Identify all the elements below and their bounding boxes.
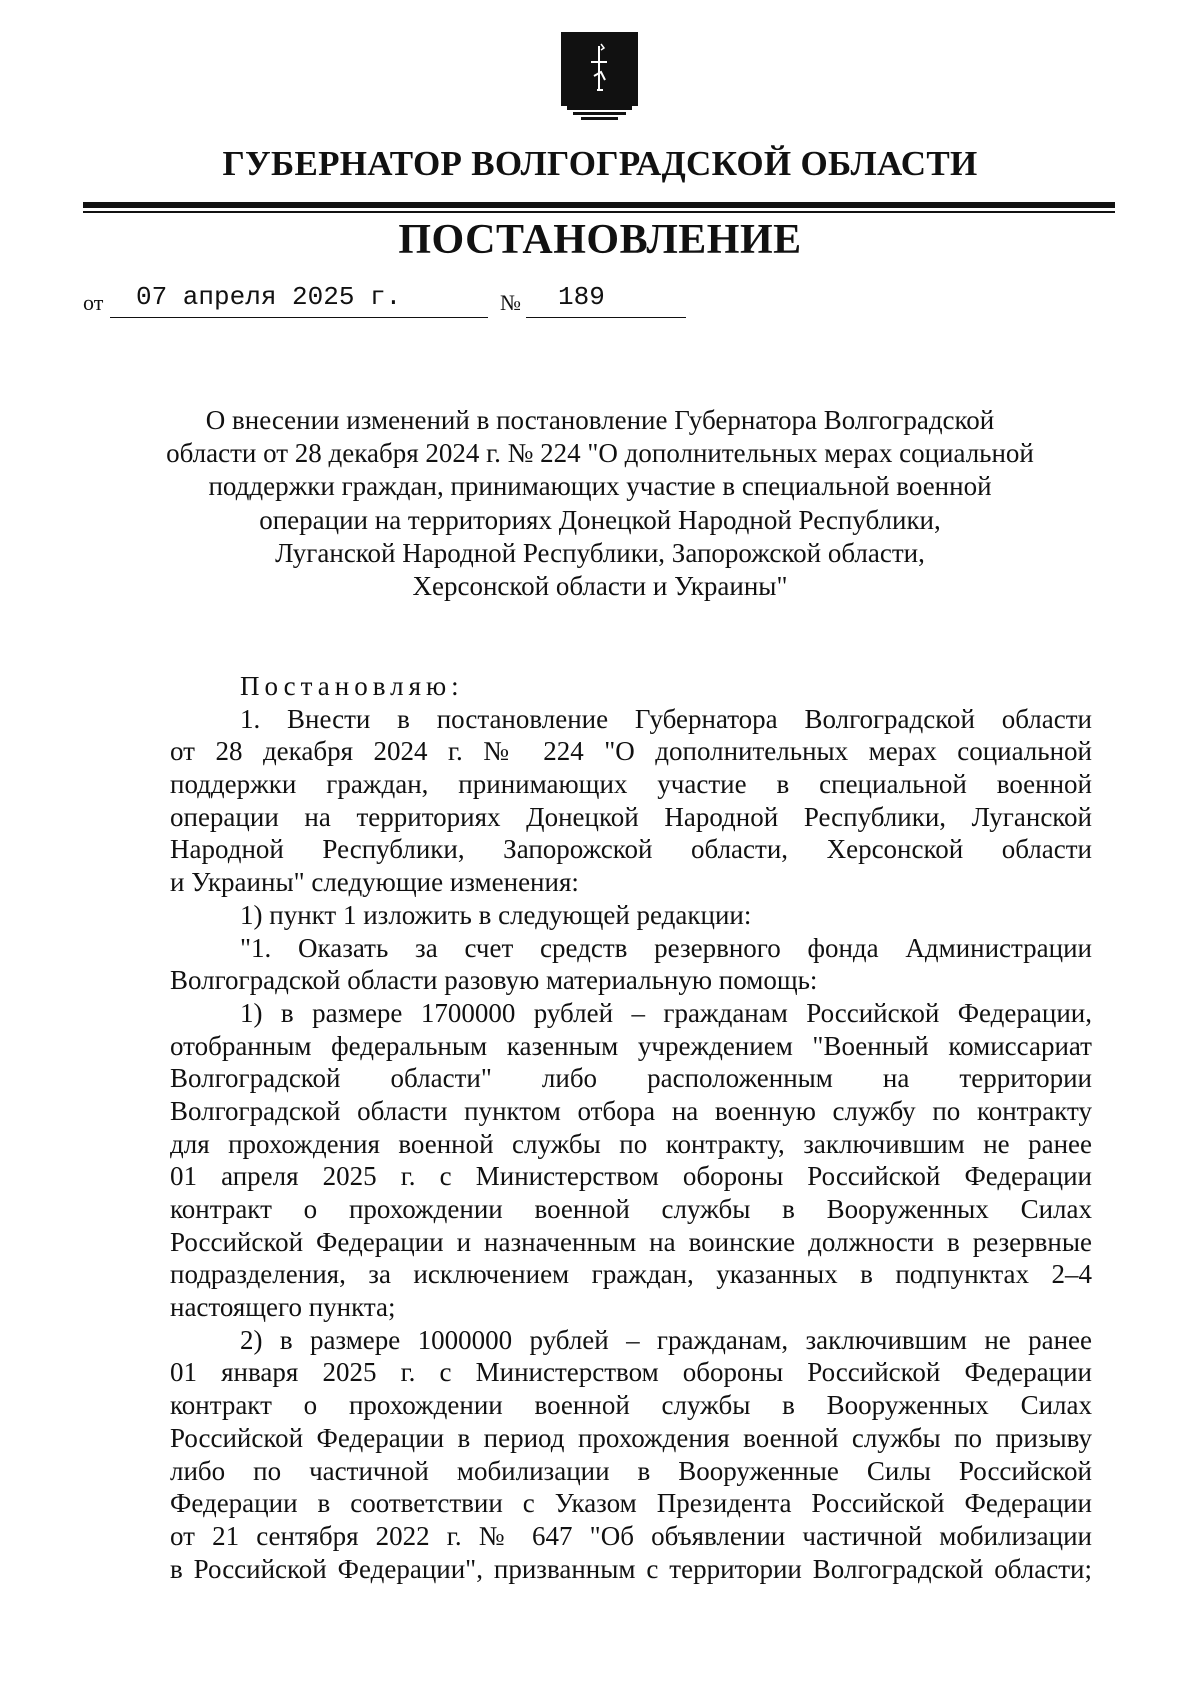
body-line: 1. Внести в постановление Губернатора Волгоградской области	[240, 703, 1092, 734]
body-line: подразделения, за исключением граждан, указанных в подпунктах 2–4	[170, 1259, 1092, 1290]
document-type-title: ПОСТАНОВЛЕНИЕ	[398, 217, 802, 263]
heading-line: О внесении изменений в постановление Губернатора Волгоградской	[205, 405, 995, 435]
heading-line: Херсонской области и Украины"	[412, 571, 788, 602]
document-heading	[130, 404, 1070, 603]
volgograd-coat-of-arms-icon	[561, 32, 638, 128]
body-line: от 21 сентября 2022 г. № 647 "Об объявлении частичной мобилизации	[170, 1520, 1092, 1551]
body-line: 01 января 2025 г. с Министерством обороны Российской Федерации	[170, 1357, 1092, 1388]
document-date: 07 апреля 2025 г.	[136, 282, 402, 312]
heading-line: Луганской Народной Республики, Запорожской области,	[275, 537, 925, 568]
body-line: Волгоградской области разовую материальную помощь:	[170, 965, 818, 996]
body-line: отобранным федеральным казенным учреждением "Военный комиссариат	[170, 1030, 1092, 1061]
body-line: 1) в размере 1700000 рублей – гражданам Российской Федерации,	[240, 997, 1092, 1028]
heading-line: области от 28 декабря 2024 г. № 224 "О дополнительных мерах социальной	[166, 438, 1034, 469]
body-line: контракт о прохождении военной службы в Вооруженных Силах	[170, 1194, 1092, 1224]
body-line: 01 апреля 2025 г. с Министерством обороны Российской Федерации	[170, 1161, 1092, 1192]
body-line: 2) в размере 1000000 рублей – гражданам, заключившим не ранее	[240, 1324, 1092, 1355]
body-line: в Российской Федерации", призванным с территории Волгоградской области;	[170, 1553, 1092, 1584]
document-number: 189	[558, 282, 605, 312]
header-rule-thick	[83, 202, 1115, 208]
body-line: от 28 декабря 2024 г. № 224 "О дополнительных мерах социальной	[170, 736, 1092, 767]
date-prefix: от	[83, 290, 104, 315]
body-line: операции на территориях Донецкой Народной Республики, Луганской	[170, 801, 1092, 832]
body-line: Федерации в соответствии с Указом Президента Российской Федерации	[170, 1488, 1092, 1519]
number-underline	[526, 317, 686, 318]
authority-title: ГУБЕРНАТОР ВОЛГОГРАДСКОЙ ОБЛАСТИ	[222, 144, 978, 183]
heading-line: операции на территориях Донецкой Народной Республики,	[259, 504, 941, 535]
body-line: Народной Республики, Запорожской области, Херсонской области	[170, 834, 1092, 865]
body-line: настоящего пункта;	[170, 1292, 396, 1323]
body-line: либо по частичной мобилизации в Вооруженные Силы Российской	[170, 1455, 1092, 1486]
body-line: Постановляю:	[240, 671, 464, 701]
number-prefix: №	[500, 290, 521, 315]
body-line: 1) пункт 1 изложить в следующей редакции:	[240, 899, 752, 930]
date-underline	[110, 317, 488, 318]
body-line: контракт о прохождении военной службы в Вооруженных Силах	[170, 1390, 1092, 1421]
heading-line: поддержки граждан, принимающих участие в специальной военной	[208, 471, 992, 502]
body-line: Волгоградской области" либо расположенным на территории	[170, 1063, 1092, 1094]
document-body	[170, 670, 1092, 1585]
body-line: для прохождения военной службы по контракту, заключившим не ранее	[170, 1128, 1092, 1159]
body-line: поддержки граждан, принимающих участие в специальной военной	[170, 769, 1092, 800]
body-line: Российской Федерации и назначенным на воинские должности в резервные	[170, 1226, 1092, 1257]
body-line: Волгоградской области пунктом отбора на военную службу по контракту	[170, 1095, 1092, 1126]
body-line: "1. Оказать за счет средств резервного фонда Администрации	[240, 932, 1092, 963]
header-rule-thin	[83, 211, 1115, 213]
body-line: Российской Федерации в период прохождения военной службы по призыву	[170, 1422, 1092, 1453]
body-line: и Украины" следующие изменения:	[170, 867, 579, 898]
